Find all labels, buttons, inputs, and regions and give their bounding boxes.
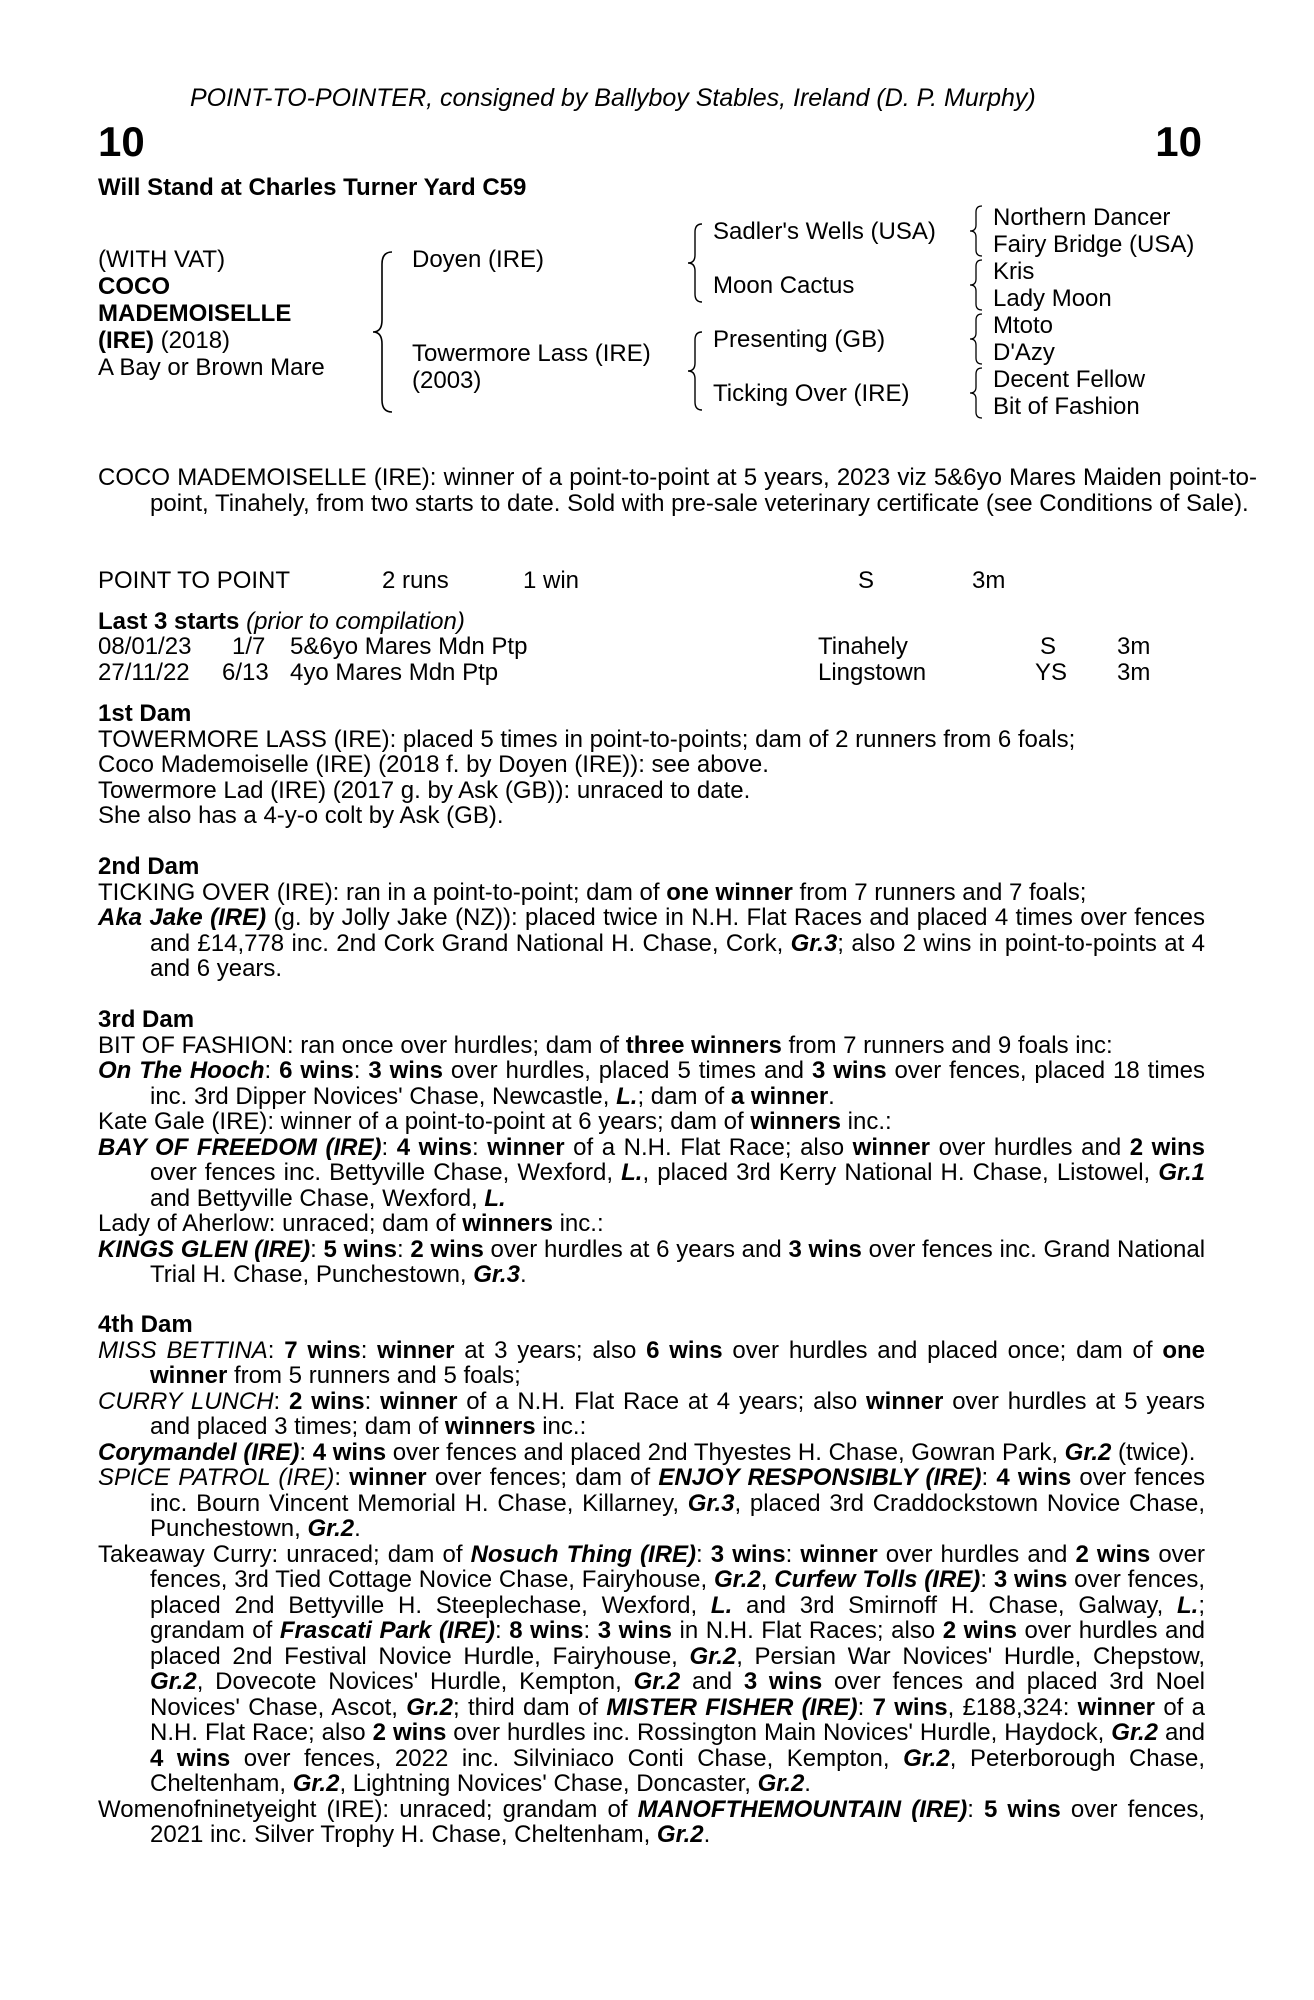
pedigree-brace-main (370, 250, 400, 414)
start-distance: 3m (1117, 659, 1151, 686)
first-dam-section (98, 701, 1205, 829)
start-course: Lingstown (818, 659, 927, 686)
last-starts-note: (prior to compilation) (246, 608, 465, 635)
second-dam-line: TICKING OVER (IRE): ran in a point-to-point; dam of one winner from 7 runners and 7 foals; (98, 878, 1087, 906)
fourth-dam-grandproduce: Takeaway Curry: unraced; dam of Nosuch Thing (IRE): 3 wins: winner over hurdles and 2 wins over fences, 3rd Tied Cottage Novice Chase, Fairyhouse, Gr.2, Curfew Tolls (IRE): 3 wins over fences, placed 2nd Bettyville H. Steeplechase, Wexford, L. and 3rd Smirnoff H. Chase, Galway, L.; grandam of Frascati Park (IRE): 8 wins: 3 wins in N.H. Flat Races; also 2 wins over hurdles and placed 2nd Festival Novice Hurdle, Fairyhouse, Gr.2, Persian War Novices' Hurdle, Chepstow, Gr.2, Dovecote Novices' Hurdle, Kempton, Gr.2 and 3 wins over fences and placed 3rd Noel Novices' Chase, Ascot, Gr.2; third dam of MISTER FISHER (IRE): 7 wins, £188,324: winner of a N.H. Flat Race; also 2 wins over hurdles inc. Rossington Main Novices' Hurdle, Haydock, Gr.2 and 4 wins over fences, 2022 inc. Silviniaco Conti Chase, Kempton, Gr.2, Peterborough Chase, Cheltenham, Gr.2, Lightning Novices' Chase, Doncaster, Gr.2. (98, 1540, 1206, 1797)
second-dam-heading: 2nd Dam (98, 853, 200, 880)
first-dam-note: She also has a 4-y-o colt by Ask (GB). (98, 802, 504, 829)
second-dam-produce: Aka Jake (IRE) (g. by Jolly Jake (NZ)): placed twice in N.H. Flat Races and placed 4 times over fences and £14,778 inc. 2nd Cork Grand National H. Chase, Cork, Gr.3; also 2 wins in point-to-points at 4 and 6 years. (98, 904, 1205, 982)
first-dam-line: TOWERMORE LASS (IRE): placed 5 times in point-to-points; dam of 2 runners from 6 foals; (98, 725, 1076, 753)
record-going: S (858, 567, 875, 594)
record-runs: 2 runs (382, 567, 449, 594)
last-starts-heading (98, 608, 465, 635)
sire-dam: Moon Cactus (713, 272, 855, 299)
vat-note: (WITH VAT) (98, 246, 226, 273)
start-race: 5&6yo Mares Mdn Ptp (290, 633, 528, 660)
first-dam-produce: Towermore Lad (IRE) (2017 g. by Ask (GB)): unraced to date. (98, 776, 751, 804)
dam-sire: Presenting (GB) (713, 326, 886, 353)
start-race: 4yo Mares Mdn Ptp (290, 659, 499, 686)
record-type: POINT TO POINT (98, 567, 291, 594)
third-dam-line: BIT OF FASHION: ran once over hurdles; dam of three winners from 7 runners and 9 foals inc: (98, 1031, 1113, 1059)
horse-description: A Bay or Brown Mare (98, 354, 325, 381)
start-distance: 3m (1117, 633, 1151, 660)
first-dam-heading: 1st Dam (98, 700, 192, 727)
sire: Doyen (IRE) (412, 246, 545, 273)
second-dam-section (98, 854, 1205, 982)
pedigree-brace-sd (968, 258, 986, 312)
sire-sire: Sadler's Wells (USA) (713, 218, 936, 245)
fourth-dam-grandproduce: Corymandel (IRE): 4 wins over fences and placed 2nd Thyestes H. Chase, Gowran Park, Gr.2 (twice). (98, 1438, 1196, 1466)
dd-dam: Bit of Fashion (993, 393, 1140, 420)
start-going: YS (1035, 659, 1068, 686)
ds-sire: Mtoto (993, 312, 1054, 339)
fourth-dam-heading: 4th Dam (98, 1311, 193, 1338)
stand-location: Will Stand at Charles Turner Yard C59 (98, 174, 527, 201)
pedigree-brace-ss (968, 204, 986, 258)
start-position: 6/13 (222, 659, 269, 686)
third-dam-section (98, 1007, 1205, 1288)
record-distance: 3m (972, 567, 1006, 594)
start-going: S (1040, 633, 1057, 660)
third-dam-produce: Kate Gale (IRE): winner of a point-to-point at 6 years; dam of winners inc.: (98, 1108, 892, 1135)
start-date: 27/11/22 (98, 659, 190, 686)
pedigree-brace-dam (686, 330, 706, 412)
start-course: Tinahely (818, 633, 908, 660)
record-wins: 1 win (523, 567, 580, 594)
pedigree-brace-sire (686, 222, 706, 304)
ss-dam: Fairy Bridge (USA) (993, 231, 1195, 258)
dam-year: (2003) (412, 367, 482, 394)
summary-paragraph: COCO MADEMOISELLE (IRE): winner of a point-to-point at 5 years, 2023 viz 5&6yo Mares Maiden point-to-point, Tinahely, from two starts to date. Sold with pre-sale veterinary certificate (see Conditions of Sale). (98, 464, 1257, 517)
pedigree-brace-ds (968, 312, 986, 366)
lot-number-right: 10 (1155, 118, 1202, 165)
first-dam-produce: Coco Mademoiselle (IRE) (2018 f. by Doyen (IRE)): see above. (98, 751, 769, 778)
consignment-line: POINT-TO-POINTER, consigned by Ballyboy Stables, Ireland (D. P. Murphy) (190, 84, 1036, 112)
sd-dam: Lady Moon (993, 285, 1112, 312)
fourth-dam-grandproduce: Womenofninetyeight (IRE): unraced; grandam of MANOFTHEMOUNTAIN (IRE): 5 wins over fences, 2021 inc. Silver Trophy H. Chase, Cheltenham, Gr.2. (98, 1795, 1205, 1848)
fourth-dam-line: MISS BETTINA: 7 wins: winner at 3 years; also 6 wins over hurdles and placed once; dam of one winner from 5 runners and 5 foals; (98, 1336, 1206, 1389)
third-dam-heading: 3rd Dam (98, 1006, 195, 1033)
last-starts-title: Last 3 starts (98, 608, 240, 635)
third-dam-grandproduce: KINGS GLEN (IRE): 5 wins: 2 wins over hurdles at 6 years and 3 wins over fences inc. Grand National Trial H. Chase, Punchestown, Gr.3. (98, 1235, 1206, 1288)
pedigree-brace-dd (968, 366, 986, 420)
ss-sire: Northern Dancer (993, 204, 1171, 231)
horse-name-line-2: MADEMOISELLE (98, 300, 292, 327)
fourth-dam-grandproduce: SPICE PATROL (IRE): winner over fences; dam of ENJOY RESPONSIBLY (IRE): 4 wins over fences inc. Bourn Vincent Memorial H. Chase, Killarney, Gr.3, placed 3rd Craddockstown Novice Chase, Punchestown, Gr.2. (98, 1464, 1205, 1542)
fourth-dam-produce: CURRY LUNCH: 2 wins: winner of a N.H. Flat Race at 4 years; also winner over hurdles at 5 years and placed 3 times; dam of winners inc.: (98, 1387, 1206, 1440)
start-date: 08/01/23 (98, 633, 192, 660)
dd-sire: Decent Fellow (993, 366, 1146, 393)
horse-name-line-3 (98, 327, 230, 354)
start-position: 1/7 (232, 633, 266, 660)
fourth-dam-section (98, 1312, 1205, 1848)
dam: Towermore Lass (IRE) (412, 340, 651, 367)
ds-dam: D'Azy (993, 339, 1055, 366)
horse-name-line-1: COCO (98, 273, 170, 300)
third-dam-produce: Lady of Aherlow: unraced; dam of winners inc.: (98, 1210, 604, 1237)
third-dam-produce: On The Hooch: 6 wins: 3 wins over hurdles, placed 5 times and 3 wins over fences, placed 18 times inc. 3rd Dipper Novices' Chase, Newcastle, L.; dam of a winner. (98, 1057, 1206, 1110)
third-dam-grandproduce: BAY OF FREEDOM (IRE): 4 wins: winner of a N.H. Flat Race; also winner over hurdles and 2 wins over fences inc. Bettyville Chase, Wexford, L., placed 3rd Kerry National H. Chase, Listowel, Gr.1 and Bettyville Chase, Wexford, L. (98, 1133, 1206, 1212)
horse-country: (IRE) (98, 327, 154, 354)
horse-year: (2018) (160, 327, 231, 354)
sd-sire: Kris (993, 258, 1035, 285)
dam-dam: Ticking Over (IRE) (713, 380, 910, 407)
lot-number-left: 10 (98, 118, 145, 165)
